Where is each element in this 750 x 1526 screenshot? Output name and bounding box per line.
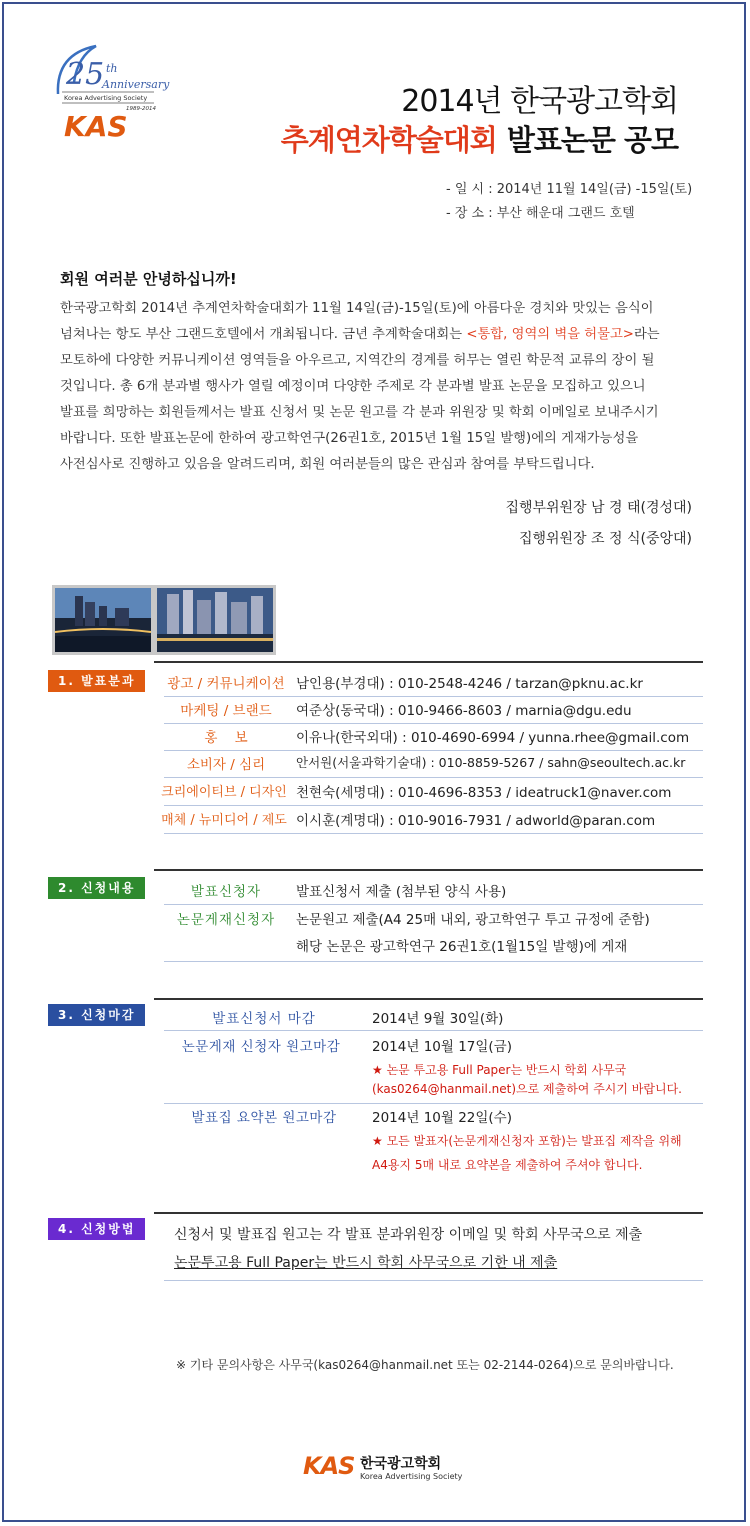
svg-text:Anniversary: Anniversary — [102, 78, 170, 91]
deadline-presentation-value: 2014년 9월 30일(화) — [372, 1011, 504, 1027]
row-divider — [164, 777, 703, 778]
applicant-presenter-label: 발표신청자 — [190, 884, 262, 900]
row-divider — [164, 1280, 703, 1281]
svg-text:Korea Advertising Society: Korea Advertising Society — [64, 94, 148, 102]
row-divider — [164, 961, 703, 962]
division-contact: 이유나(한국외대) : 010-4690-6994 / yunna.rhee@gmail.com — [296, 730, 690, 746]
division-contact: 여준상(동국대) : 010-9466-8603 / marnia@dgu.edu — [296, 703, 632, 719]
footer-society-en: Korea Advertising Society — [360, 1472, 463, 1481]
section-4-tag: 4. 신청방법 — [48, 1218, 145, 1240]
deadline-paper-label: 논문게재 신청자 원고마감 — [181, 1039, 341, 1055]
event-date: - 일 시 : 2014년 11월 14일(금) -15일(토) — [446, 182, 693, 197]
division-label: 홍 보 — [204, 730, 248, 746]
deadline-summary-value: 2014년 10월 22일(수) — [372, 1110, 512, 1126]
deadline-paper-note: (kas0264@hanmail.net)으로 제출하여 주시기 바랍니다. — [372, 1082, 682, 1096]
division-label: 크리에이티브 / 디자인 — [161, 785, 287, 800]
row-divider — [164, 805, 703, 806]
division-label: 마케팅 / 브랜드 — [180, 703, 272, 719]
signature-chair: 집행위원장 조 정 식(중앙대) — [518, 531, 692, 547]
deadline-presentation-label: 발표신청서 마감 — [212, 1011, 316, 1027]
row-divider — [164, 723, 703, 724]
intro-paragraph: 한국광고학회 2014년 추계연차학술대회가 11월 14일(금)-15일(토)에 아름다운 경치와 맛있는 음식이 넘쳐나는 항도 부산 그랜드호텔에서 개최됩니다. 금년 추계학술대회는 <통합, 영역의 벽을 허물고>라는 모토하에 다양한 커뮤니케이션 영역들을 아우르고, 지역간의 경계를 허무는 열린 학문적 교류의 장이 될 것입니다. 총 6개 분과별 행사가 열릴 예정이며 다양한 주제로 각 분과별 발표 논문을 모집하고 있으니 발표를 희망하는 회원들께서는 발표 신청서 및 논문 원고를 각 분과 위원장 및 학회 이메일로 보내주시기 바랍니다. 또한 발표논문에 한하여 광고학연구(26권1호, 2015년 1월 15일 발행)에의 게재가능성을 사전심사로 진행하고 있음을 알려드리며, 회원 여러분들의 많은 관심과 참여를 부탁드립니다. — [60, 301, 660, 472]
division-label: 소비자 / 심리 — [186, 757, 266, 773]
deadline-summary-note: ★ 모든 발표자(논문게재신청자 포함)는 발표집 제작을 위해 — [372, 1134, 682, 1148]
division-contact: 안서원(서울과학기술대) : 010-8859-5267 / sahn@seoultech.ac.kr — [296, 755, 686, 770]
method-line-1: 신청서 및 발표집 원고는 각 발표 분과위원장 이메일 및 학회 사무국으로 제출 — [174, 1227, 643, 1243]
section-3-tag: 3. 신청마감 — [48, 1004, 145, 1026]
section-2-tag: 2. 신청내용 — [48, 877, 145, 899]
busan-night-photo-1 — [52, 585, 154, 655]
section-3-rule — [154, 998, 703, 1000]
row-divider — [164, 750, 703, 751]
event-place: - 장 소 : 부산 해운대 그랜드 호텔 — [446, 206, 635, 221]
section-2-rule — [154, 869, 703, 871]
applicant-presenter-value: 발표신청서 제출 (첨부된 양식 사용) — [296, 884, 507, 900]
greeting: 회원 여러분 안녕하십니까! — [60, 270, 237, 288]
svg-text:1989-2014: 1989-2014 — [126, 106, 156, 112]
division-label: 광고 / 커뮤니케이션 — [167, 676, 285, 692]
section-1-rule — [154, 661, 703, 663]
motto-highlight: <통합, 영역의 벽을 허물고> — [466, 327, 634, 342]
row-divider — [164, 696, 703, 697]
deadline-summary-note: A4용지 5매 내로 요약본을 제출하여 주셔야 합니다. — [372, 1158, 643, 1172]
division-contact: 남인용(부경대) : 010-2548-4246 / tarzan@pknu.ac.kr — [296, 676, 643, 692]
section-1-tag: 1. 발표분과 — [48, 670, 145, 692]
applicant-paper-note: 해당 논문은 광고학연구 26권1호(1월15일 발행)에 게재 — [296, 939, 628, 955]
contact-note: ※ 기타 문의사항은 사무국(kas0264@hanmail.net 또는 02-2144-0264)으로 문의바랍니다. — [176, 1358, 674, 1372]
row-divider — [164, 1030, 703, 1031]
deadline-paper-note: ★ 논문 투고용 Full Paper는 반드시 학회 사무국 — [372, 1063, 627, 1077]
page-title: 2014년 한국광고학회 — [401, 84, 678, 119]
row-divider — [164, 904, 703, 905]
logo-number: 25 — [66, 57, 105, 92]
division-label: 매체 / 뉴미디어 / 제도 — [161, 813, 287, 828]
division-contact: 천현숙(세명대) : 010-4696-8353 / ideatruck1@naver.com — [296, 785, 672, 801]
applicant-paper-label: 논문게재신청자 — [176, 912, 276, 928]
kas-logo-text: KAS — [64, 110, 128, 143]
row-divider — [164, 833, 703, 834]
section-4-rule — [154, 1212, 703, 1214]
footer-kas-logo: KAS — [303, 1452, 355, 1480]
deadline-summary-label: 발표집 요약본 원고마감 — [191, 1110, 337, 1126]
method-line-2: 논문투고용 Full Paper는 반드시 학회 사무국으로 기한 내 제출 — [174, 1255, 558, 1271]
deadline-paper-value: 2014년 10월 17일(금) — [372, 1039, 512, 1055]
anniversary-logo — [48, 42, 170, 152]
division-contact: 이시훈(계명대) : 010-9016-7931 / adworld@paran.com — [296, 813, 656, 829]
svg-text:th: th — [106, 62, 118, 75]
applicant-paper-value: 논문원고 제출(A4 25매 내외, 광고학연구 투고 규정에 준함) — [296, 912, 650, 928]
row-divider — [164, 1103, 703, 1104]
busan-night-photo-2 — [154, 585, 276, 655]
signature-vice-chair: 집행부위원장 남 경 태(경성대) — [505, 500, 692, 516]
footer-society-name: 한국광고학회 — [360, 1456, 442, 1472]
page-subtitle: 추계연차학술대회 발표논문 공모 — [280, 123, 678, 157]
